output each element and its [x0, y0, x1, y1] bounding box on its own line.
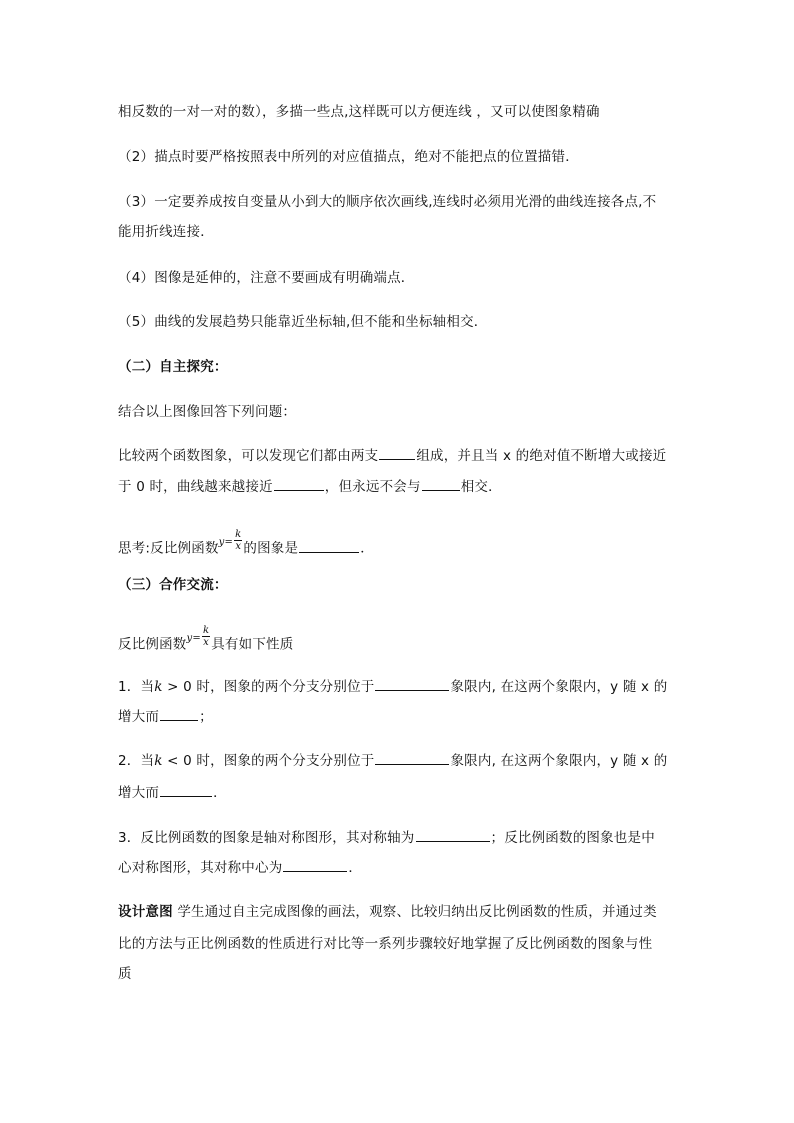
- text-segment: ．: [348, 860, 363, 876]
- fraction-numerator: k: [202, 625, 210, 636]
- text-segment: ；反比例函数的图象也是中: [490, 830, 655, 846]
- text-segment: 心对称图形，其对称中心为: [118, 860, 283, 876]
- text-line: [118, 529, 374, 561]
- fraction-denominator: x: [235, 541, 242, 552]
- text-segment: ．: [360, 540, 374, 557]
- text-segment: 思考:反比例函数: [118, 540, 219, 557]
- design-intent-label: 设计意图: [118, 904, 173, 920]
- text-line: [118, 446, 666, 466]
- text-segment: ；: [199, 709, 213, 725]
- text-segment: 增大而: [118, 709, 160, 725]
- text-line: [118, 707, 213, 727]
- text-line: 比的方法与正比例函数的性质进行对比等一系列步骤较好地掌握了反比例函数的图象与性: [118, 936, 653, 952]
- answer-blank[interactable]: [160, 783, 212, 797]
- fraction-k-over-x: [202, 625, 210, 648]
- math-k: k: [154, 753, 163, 769]
- math-k: k: [154, 679, 163, 695]
- text-segment: 象限内, 在这两个象限内，y 随 x 的: [450, 679, 668, 695]
- text-line: 结合以上图像回答下列问题：: [118, 404, 297, 420]
- text-segment: 学生通过自主完成图像的画法，观察、比较归纳出反比例函数的性质，并通过类: [177, 904, 657, 920]
- text-line: 相反数的一对一对的数），多描一些点,这样既可以方便连线 ，又可以使图象精确: [118, 104, 600, 120]
- answer-blank[interactable]: [375, 677, 449, 691]
- fraction-numerator: k: [235, 529, 242, 540]
- text-line: [118, 625, 294, 657]
- text-line: 能用折线连接．: [118, 224, 214, 240]
- math-y: y: [186, 632, 193, 644]
- text-segment: 具有如下性质: [211, 636, 294, 653]
- text-segment: 时，图象的两个分支分别位于: [196, 679, 375, 695]
- text-line: （5）曲线的发展趋势只能靠近坐标轴,但不能和坐标轴相交．: [118, 314, 488, 330]
- text-line: （4）图像是延伸的，注意不要画成有明确端点．: [118, 270, 415, 286]
- text-line: （2）描点时要严格按照表中所列的对应值描点，绝对不能把点的位置描错．: [118, 149, 579, 165]
- text-line: 质: [118, 966, 132, 982]
- text-segment: 3．反比例函数的图象是轴对称图形，其对称轴为: [118, 830, 415, 846]
- text-segment: 时，图象的两个分支分别位于: [196, 753, 375, 769]
- text-segment: 相交．: [460, 479, 502, 495]
- text-line: [118, 783, 227, 803]
- text-line: [118, 677, 667, 697]
- text-line: （3）一定要养成按自变量从小到大的顺序依次画线,连线时必须用光滑的曲线连接各点,不: [118, 194, 657, 210]
- text-segment: 的图象是: [243, 540, 299, 557]
- text-line: [118, 828, 655, 848]
- answer-blank[interactable]: [416, 828, 490, 842]
- text-segment: 象限内, 在这两个象限内，y 随 x 的: [450, 753, 668, 769]
- math-equals: =: [192, 632, 201, 644]
- section-heading: （三）合作交流：: [118, 577, 228, 593]
- text-segment: 组成，并且当 x 的绝对值不断增大或接近: [416, 448, 667, 464]
- answer-blank[interactable]: [274, 477, 324, 491]
- condition: < 0: [162, 753, 197, 769]
- fraction-denominator: x: [203, 637, 209, 648]
- text-line: [118, 858, 362, 878]
- text-line: [118, 751, 667, 771]
- text-segment: 1．当: [118, 679, 155, 695]
- fraction-k-over-x: [234, 529, 242, 552]
- text-segment: ，但永远不会与: [324, 479, 421, 495]
- math-equals: =: [224, 536, 234, 548]
- condition: > 0: [162, 679, 197, 695]
- text-segment: 于 0 时，曲线越来越接近: [118, 479, 273, 495]
- section-heading: （二）自主探究：: [118, 359, 228, 375]
- answer-blank[interactable]: [299, 539, 359, 553]
- answer-blank[interactable]: [375, 751, 449, 765]
- answer-blank[interactable]: [283, 858, 347, 872]
- text-line: [118, 477, 502, 497]
- text-segment: ．: [213, 785, 227, 801]
- answer-blank[interactable]: [422, 477, 460, 491]
- answer-blank[interactable]: [379, 446, 415, 460]
- math-y: y: [218, 536, 225, 548]
- text-segment: 2．当: [118, 753, 155, 769]
- text-segment: 增大而: [118, 785, 160, 801]
- text-segment: 反比例函数: [118, 636, 187, 653]
- answer-blank[interactable]: [160, 707, 198, 721]
- text-line: [118, 902, 657, 922]
- text-segment: 比较两个函数图象，可以发现它们都由两支: [118, 448, 379, 464]
